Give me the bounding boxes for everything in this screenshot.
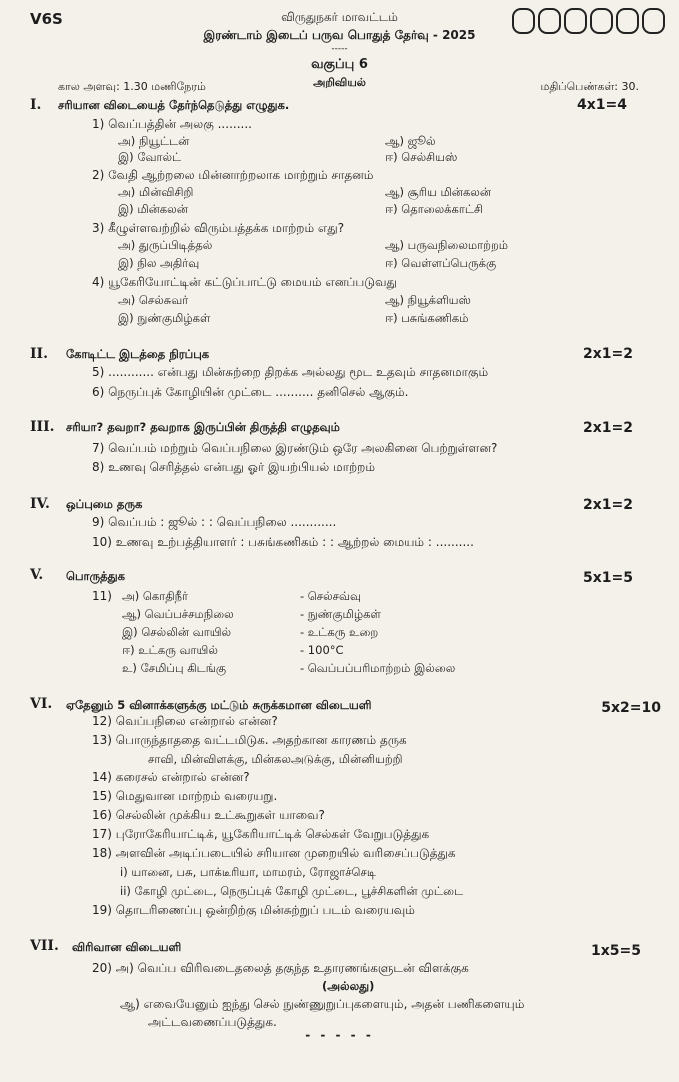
header-divider: ----- (331, 44, 348, 54)
question-7: 7) வெப்பம் மற்றும் வெப்பநிலை இரண்டும் ஒரே அலகினை பெற்றுள்ளன? (92, 441, 498, 455)
match-right: - உட்கரு உறை (300, 625, 379, 639)
match-left: ஆ) வெப்பச்சமநிலை (122, 607, 234, 621)
section-title: விரிவான விடையளி (72, 940, 182, 954)
question-5: 5) ............ என்பது மின்சுற்றை திறக்க அல்லது மூட உதவும் சாதனமாகும் (92, 365, 489, 379)
option: ஆ) பருவநிலைமாற்றம் (385, 238, 509, 252)
match-right: - வெப்பப்பரிமாற்றம் இல்லை (300, 661, 456, 675)
reg-box (616, 8, 639, 34)
option: இ) மின்கலன் (118, 202, 188, 216)
question-20a: 20) அ) வெப்ப விரிவடைதலைத் தகுந்த உதாரணங்களுடன் விளக்குக (92, 961, 469, 975)
question-9: 9) வெப்பம் : ஜூல் : : வெப்பநிலை ............ (92, 515, 337, 529)
option: இ) வோல்ட் (118, 150, 182, 164)
question-2: 2) வேதி ஆற்றலை மின்னாற்றலாக மாற்றும் சாதனம் (92, 168, 374, 182)
section-number: III. (30, 419, 55, 435)
section-number: VII. (30, 938, 59, 954)
option: ஆ) ஜூல் (385, 134, 436, 148)
question-4: 4) யூகேரியோட்டின் கட்டுப்பாட்டு மையம் எனப்படுவது (92, 275, 397, 289)
match-right: - செல்சவ்வு (300, 589, 362, 603)
question-18: 18) அளவின் அடிப்படையில் சரியான முறையில் வரிசைப்படுத்துக (92, 846, 456, 860)
section-marks: 5x1=5 (583, 570, 633, 586)
question-14: 14) கரைசல் என்றால் என்ன? (92, 770, 250, 784)
district-title: விருதுநகர் மாவட்டம் (281, 10, 398, 24)
section-title: சரியா? தவறா? தவறாக இருப்பின் திருத்தி எழுதவும் (66, 420, 340, 434)
paper-code: V6S (30, 10, 63, 28)
section-title: பொருத்துக (66, 569, 125, 583)
reg-box (512, 8, 535, 34)
section-marks: 2x1=2 (583, 497, 633, 513)
question-3: 3) கீழுள்ளவற்றில் விரும்பத்தக்க மாற்றம் எது? (92, 221, 345, 235)
question-6: 6) நெருப்புக் கோழியின் முட்டை .......... தனிசெல் ஆகும். (92, 385, 409, 399)
section-marks: 5x2=10 (601, 700, 661, 716)
reg-box (590, 8, 613, 34)
section-title: ஒப்புமை தருக (66, 497, 143, 511)
time-duration: கால அளவு: 1.30 மணிநேரம் (58, 80, 206, 93)
section-number: II. (30, 346, 48, 362)
section-marks: 2x1=2 (583, 420, 633, 436)
option: அ) செல்சுவர் (118, 293, 189, 307)
question-20b: ஆ) எவையேனும் ஐந்து செல் நுண்ணுறுப்புகளையும், அதன் பணிகளையும் (120, 997, 525, 1011)
section-number: IV. (30, 496, 50, 512)
question-1: 1) வெப்பத்தின் அலகு ......... (92, 117, 252, 131)
section-number: V. (30, 567, 44, 583)
section-number: VI. (30, 696, 53, 712)
reg-box (642, 8, 665, 34)
question-8: 8) உணவு செரித்தல் என்பது ஓர் இயற்பியல் மாற்றம் (92, 460, 375, 474)
total-marks: மதிப்பெண்கள்: 30. (540, 80, 639, 93)
match-right: - 100°C (300, 643, 344, 657)
class-label: வகுப்பு 6 (311, 57, 368, 72)
reg-box (564, 8, 587, 34)
question-18-part-ii: ii) கோழி முட்டை, நெருப்புக் கோழி முட்டை, பூச்சிகளின் முட்டை (120, 884, 464, 898)
question-15: 15) மெதுவான மாற்றம் வரையறு. (92, 789, 278, 803)
option: ஈ) பசுங்கணிகம் (385, 311, 469, 325)
match-right: - நுண்குமிழ்கள் (300, 607, 381, 621)
section-title: கோடிட்ட இடத்தை நிரப்புக (66, 347, 210, 361)
match-left: அ) கொதிநீர் (122, 589, 189, 603)
option: இ) நுண்குமிழ்கள் (118, 311, 211, 325)
option: ஆ) நியூக்ளியஸ் (385, 293, 471, 307)
match-left: உ) சேமிப்பு கிடங்கு (122, 661, 226, 675)
section-title: சரியான விடையைத் தேர்ந்தெடுத்து எழுதுக. (58, 98, 290, 112)
subject-label: அறிவியல் (313, 76, 366, 89)
question-13-options: சாவி, மின்விளக்கு, மின்கலஅடுக்கு, மின்னியற்றி (148, 752, 403, 766)
option: ஈ) வெள்ளப்பெருக்கு (385, 256, 497, 270)
section-marks: 4x1=4 (577, 97, 627, 113)
exam-title: இரண்டாம் இடைப் பருவ பொதுத் தேர்வு - 2025 (203, 28, 476, 42)
question-17: 17) புரோகேரியாட்டிக், யூகேரியாட்டிக் செல்கள் வேறுபடுத்துக (92, 827, 430, 841)
question-12: 12) வெப்பநிலை என்றால் என்ன? (92, 714, 278, 728)
option: ஆ) சூரிய மின்கலன் (385, 185, 492, 199)
match-left: இ) செல்லின் வாயில் (122, 625, 232, 639)
register-number-boxes (512, 8, 665, 34)
section-marks: 1x5=5 (591, 943, 641, 959)
question-13: 13) பொருந்தாததை வட்டமிடுக. அதற்கான காரணம் தருக (92, 733, 407, 747)
section-marks: 2x1=2 (583, 346, 633, 362)
question-19: 19) தொடரிணைப்பு ஒன்றிற்கு மின்சுற்றுப் படம் வரையவும் (92, 903, 415, 917)
question-11: 11) (92, 589, 112, 603)
section-title: ஏதேனும் 5 வினாக்களுக்கு மட்டும் சுருக்கமான விடையளி (66, 698, 372, 712)
option: ஈ) செல்சியஸ் (385, 150, 458, 164)
option: அ) மின்விசிறி (118, 185, 194, 199)
question-20b-cont: அட்டவணைப்படுத்துக. (148, 1015, 277, 1029)
end-marker: - - - - - (305, 1028, 374, 1042)
option: ஈ) தொலைக்காட்சி (385, 202, 484, 216)
reg-box (538, 8, 561, 34)
match-left: ஈ) உட்கரு வாயில் (122, 643, 218, 657)
question-16: 16) செல்லின் முக்கிய உட்கூறுகள் யாவை? (92, 808, 325, 822)
option: அ) நியூட்டன் (118, 134, 190, 148)
question-18-part-i: i) யானை, பசு, பாக்டீரியா, மாமரம், ரோஜாச்செடி (120, 865, 377, 879)
or-separator: (அல்லது) (322, 979, 375, 993)
option: அ) துருப்பிடித்தல் (118, 238, 213, 252)
section-number: I. (30, 97, 42, 113)
option: இ) நில அதிர்வு (118, 256, 200, 270)
question-10: 10) உணவு உற்பத்தியாளர் : பசுங்கணிகம் : : ஆற்றல் மையம் : .......... (92, 535, 474, 549)
